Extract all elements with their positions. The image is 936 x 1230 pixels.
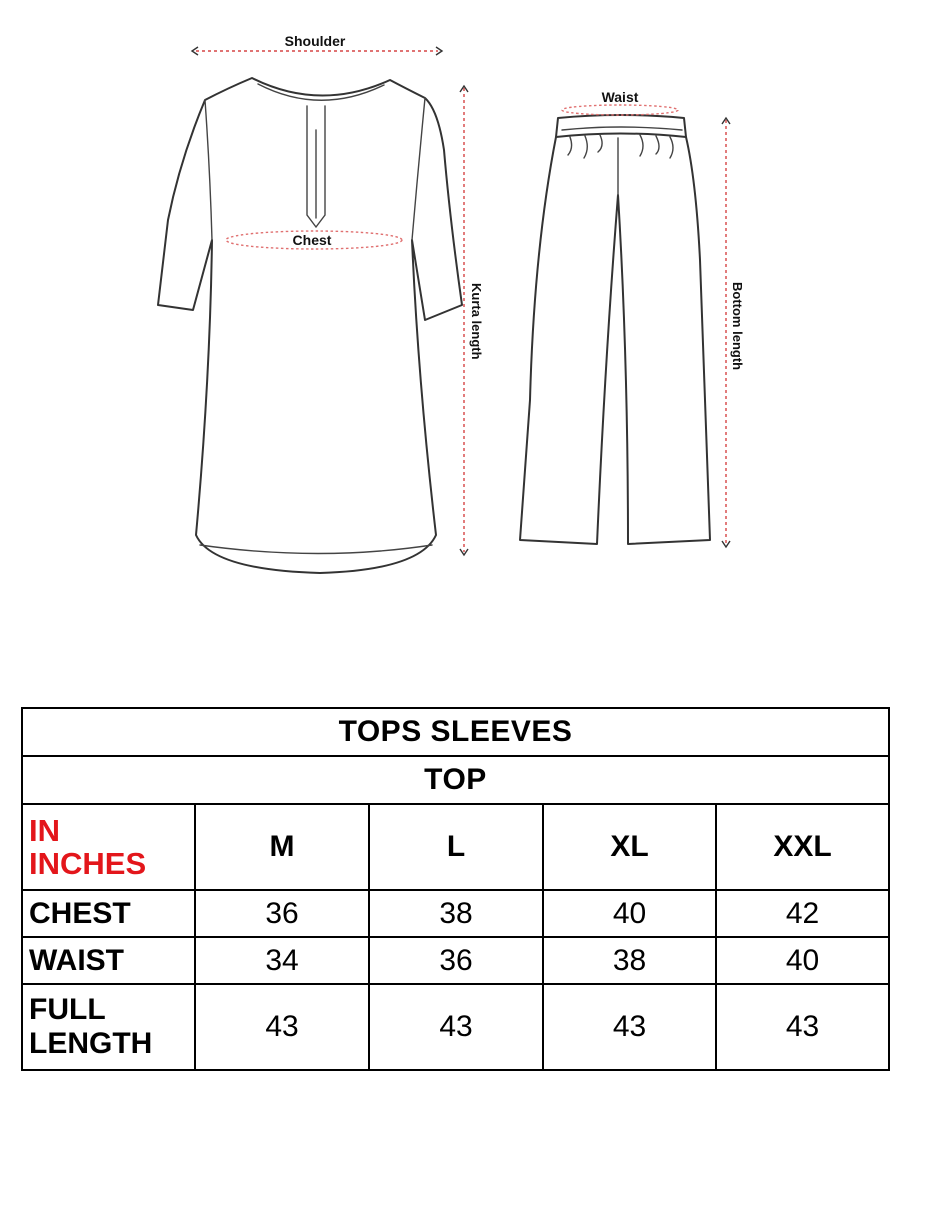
table-cell: 43 [543,984,716,1070]
table-cell: 40 [716,937,889,984]
bottom-length-label: Bottom length [730,282,745,371]
bottom-length-measure [722,118,745,547]
row-label: CHEST [22,890,195,937]
table-cell: 40 [543,890,716,937]
waist-measure [562,89,678,115]
table-cell: 42 [716,890,889,937]
table-cell: 34 [195,937,369,984]
size-chart-table [21,707,890,1071]
kurta-icon [158,78,462,573]
table-row-chest [22,890,889,937]
table-subtitle-row [22,756,889,804]
chest-label: Chest [292,232,332,248]
pants-icon [520,115,710,544]
table-row-full-length [22,984,889,1070]
size-header-row [22,804,889,890]
table-title-row [22,708,889,756]
size-header-xxl: XXL [716,804,889,890]
table-subtitle: TOP [22,756,889,804]
table-cell: 43 [369,984,543,1070]
table-cell: 43 [716,984,889,1070]
kurta-length-measure [460,86,484,555]
table-title: TOPS SLEEVES [22,708,889,756]
waist-label: Waist [601,89,639,105]
row-label: WAIST [22,937,195,984]
kurta-length-label: Kurta length [469,283,484,360]
table-cell: 38 [543,937,716,984]
size-header-xl: XL [543,804,716,890]
row-label: FULL LENGTH [22,984,195,1070]
unit-label: IN INCHES [22,804,195,890]
shoulder-measure [192,33,442,55]
size-header-l: L [369,804,543,890]
table-row-waist [22,937,889,984]
table-cell: 36 [195,890,369,937]
chest-measure [226,231,402,249]
size-header-m: M [195,804,369,890]
shoulder-label: Shoulder [284,33,346,49]
table-cell: 36 [369,937,543,984]
table-cell: 38 [369,890,543,937]
table-cell: 43 [195,984,369,1070]
